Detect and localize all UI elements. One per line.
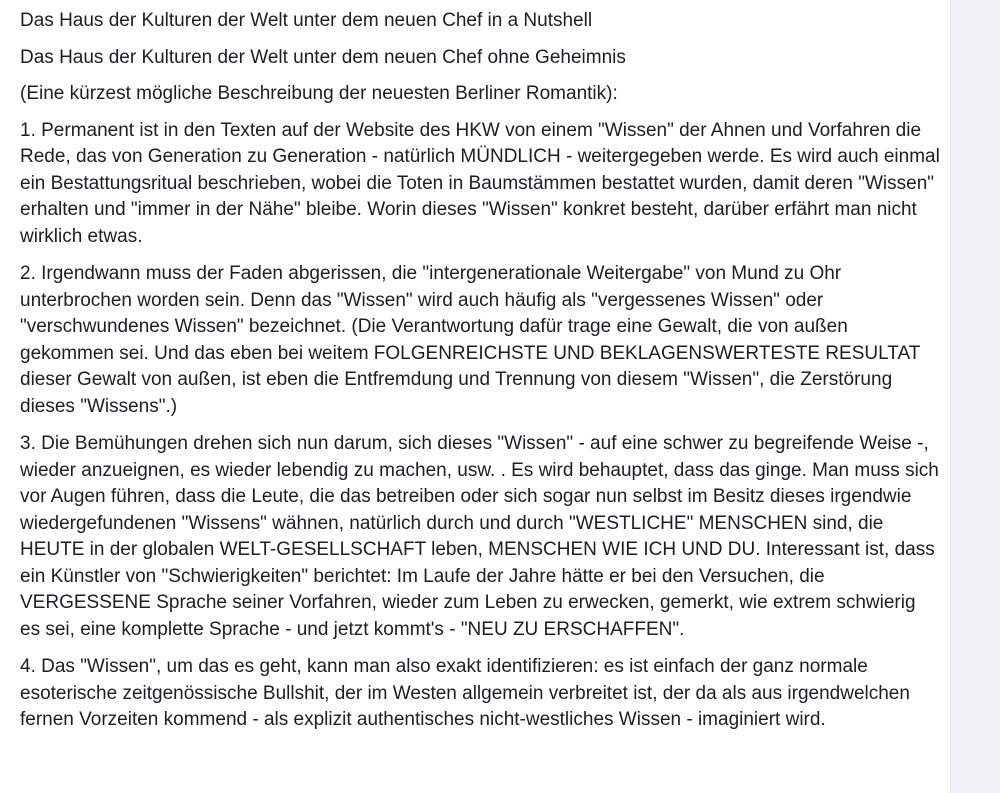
- post-paragraph-1: 1. Permanent ist in den Texten auf der Website des HKW von einem "Wissen" der Ahnen und Vorfahren die Rede, das von Generation zu Generation - natürlich MÜNDLICH - weitergegeben werde. Es wird auch einmal ein Bestattungsritual beschrieben, wobei die Toten in Baumstämmen bestattet wurden, damit deren "Wissen" erhalten und "immer in der Nähe" bleibe. Worin dieses "Wissen" konkret besteht, darüber erfährt man nicht wirklich etwas.: [20, 119, 940, 247]
- post-line-intro: (Eine kürzest mögliche Beschreibung der neuesten Berliner Romantik):: [20, 83, 618, 104]
- post-paragraph-4: 4. Das "Wissen", um das es geht, kann man also exakt identifizieren: es ist einfach der ganz normale esoterische zeitgenössische Bullshit, der im Westen allgemein verbreitet ist, der da als aus irgendwelchen fernen Vorzeiten kommend - als explizit authentisches nicht-westliches Wissen - imaginiert wird.: [20, 656, 910, 730]
- post-line-subtitle: Das Haus der Kulturen der Welt unter dem neuen Chef ohne Geheimnis: [20, 46, 626, 68]
- post-line-title: Das Haus der Kulturen der Welt unter dem neuen Chef in a Nutshell: [20, 10, 593, 31]
- post-paragraph-2: 2. Irgendwann muss der Faden abgerissen, die "intergenerationale Weitergabe" von Mund zu Ohr unterbrochen worden sein. Denn das "Wissen" wird auch häufig als "vergessenes Wissen" oder "verschwundenes Wissen" bezeichnet. (Die Verantwortung dafür trage eine Gewalt, die von außen gekommen sei. Und das eben bei weitem FOLGENREICHSTE UND BEKLAGENSWERTESTE RESULTAT dieser Gewalt von außen, ist eben die Entfremdung und Trennung von diesem "Wissen", die Zerstörung dieses "Wissens".): [20, 263, 920, 417]
- side-panel: [950, 0, 1000, 793]
- post-paragraph-3: 3. Die Bemühungen drehen sich nun darum, sich dieses "Wissen" - auf eine schwer zu begreifende Weise -, wieder anzueignen, es wieder lebendig zu machen, usw. . Es wird behauptet, dass das ginge. Man muss sich vor Augen führen, dass die Leute, die das betreiben oder sich sogar nun selbst im Besitz dieses irgendwie wiedergefundenen "Wissens" wähnen, natürlich durch und durch "WESTLICHE" MENSCHEN sind, die HEUTE in der globalen WELT-GESELLSCHAFT leben, MENSCHEN WIE ICH UND DU. Interessant ist, dass ein Künstler von "Schwierigkeiten" berichtet: Im Laufe der Jahre hätte er bei den Versuchen, die VERGESSENE Sprache seiner Vorfahren, wieder zum Leben zu erwecken, gemerkt, wie extrem schwierig es sei, eine komplette Sprache - und jetzt kommt's - "NEU ZU ERSCHAFFEN".: [20, 433, 939, 640]
